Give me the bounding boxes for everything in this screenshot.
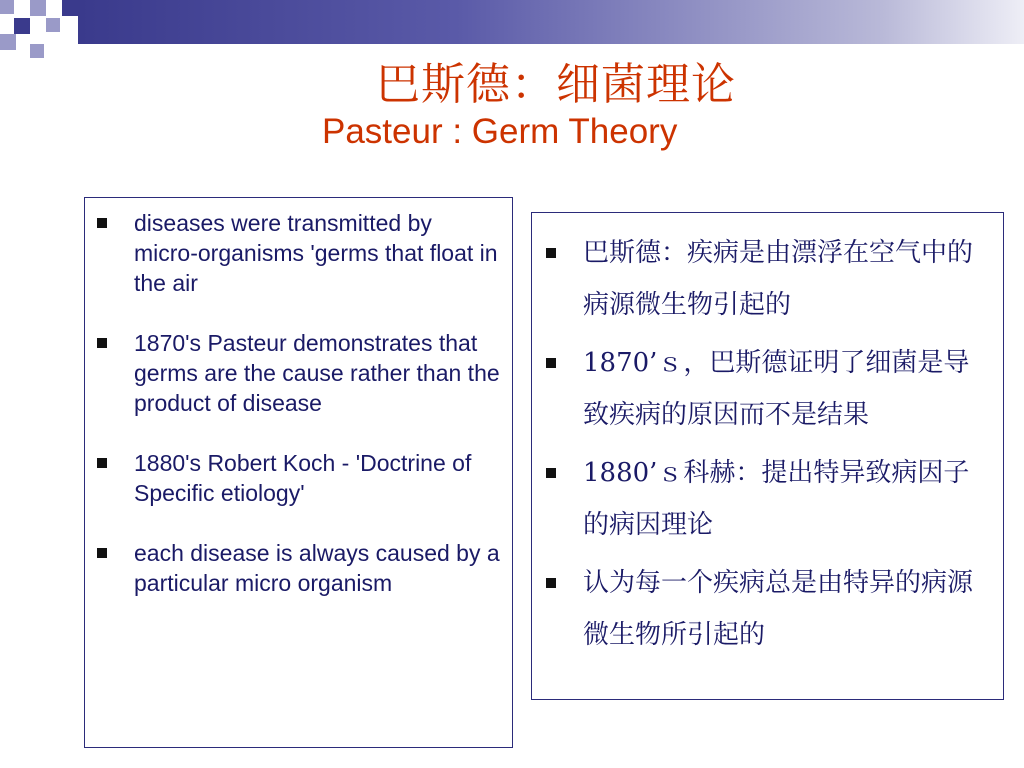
slide-title-chinese: 巴斯德：细菌理论 <box>376 59 736 110</box>
bullet-item <box>97 208 502 298</box>
corner-decoration-square <box>0 34 16 50</box>
bullet-square-icon <box>546 248 556 258</box>
corner-decoration-square <box>30 0 46 16</box>
corner-decoration-square <box>14 18 30 34</box>
corner-decoration-square <box>0 0 14 14</box>
chinese-bullet-box <box>531 212 1004 700</box>
english-bullet-list <box>97 208 502 598</box>
bullet-item <box>546 557 993 661</box>
bullet-text: 1880’ｓ科赫：提出特异致病因子的病因理论 <box>583 458 970 540</box>
bullet-item <box>97 538 502 598</box>
bullet-text: 1870's Pasteur demonstrates that germs are the cause rather than the product of disease <box>134 330 500 416</box>
bullet-square-icon <box>97 218 107 228</box>
top-decoration-bar <box>78 0 1024 44</box>
bullet-text: each disease is always caused by a particular micro organism <box>134 540 500 596</box>
bullet-square-icon <box>97 458 107 468</box>
bullet-item <box>546 447 993 551</box>
corner-decoration-square <box>46 18 60 32</box>
bullet-item <box>546 227 993 331</box>
bullet-text: 1880's Robert Koch - 'Doctrine of Specific etiology' <box>134 450 472 506</box>
bullet-square-icon <box>97 338 107 348</box>
bullet-text: diseases were transmitted by micro-organisms 'germs that float in the air <box>134 210 498 296</box>
bullet-square-icon <box>546 358 556 368</box>
bullet-item <box>97 328 502 418</box>
slide-title-english: Pasteur : Germ Theory <box>322 112 678 151</box>
english-bullet-box <box>84 197 513 748</box>
corner-decoration-square <box>62 0 78 16</box>
bullet-text: 1870’ｓ，巴斯德证明了细菌是导致疾病的原因而不是结果 <box>583 348 970 430</box>
bullet-text: 认为每一个疾病总是由特异的病源微生物所引起的 <box>583 568 974 650</box>
corner-decoration-square <box>30 44 44 58</box>
bullet-item <box>97 448 502 508</box>
bullet-text: 巴斯德：疾病是由漂浮在空气中的病源微生物引起的 <box>583 238 974 320</box>
bullet-square-icon <box>546 578 556 588</box>
bullet-square-icon <box>546 468 556 478</box>
bullet-square-icon <box>97 548 107 558</box>
chinese-bullet-list <box>546 227 993 661</box>
bullet-item <box>546 337 993 441</box>
